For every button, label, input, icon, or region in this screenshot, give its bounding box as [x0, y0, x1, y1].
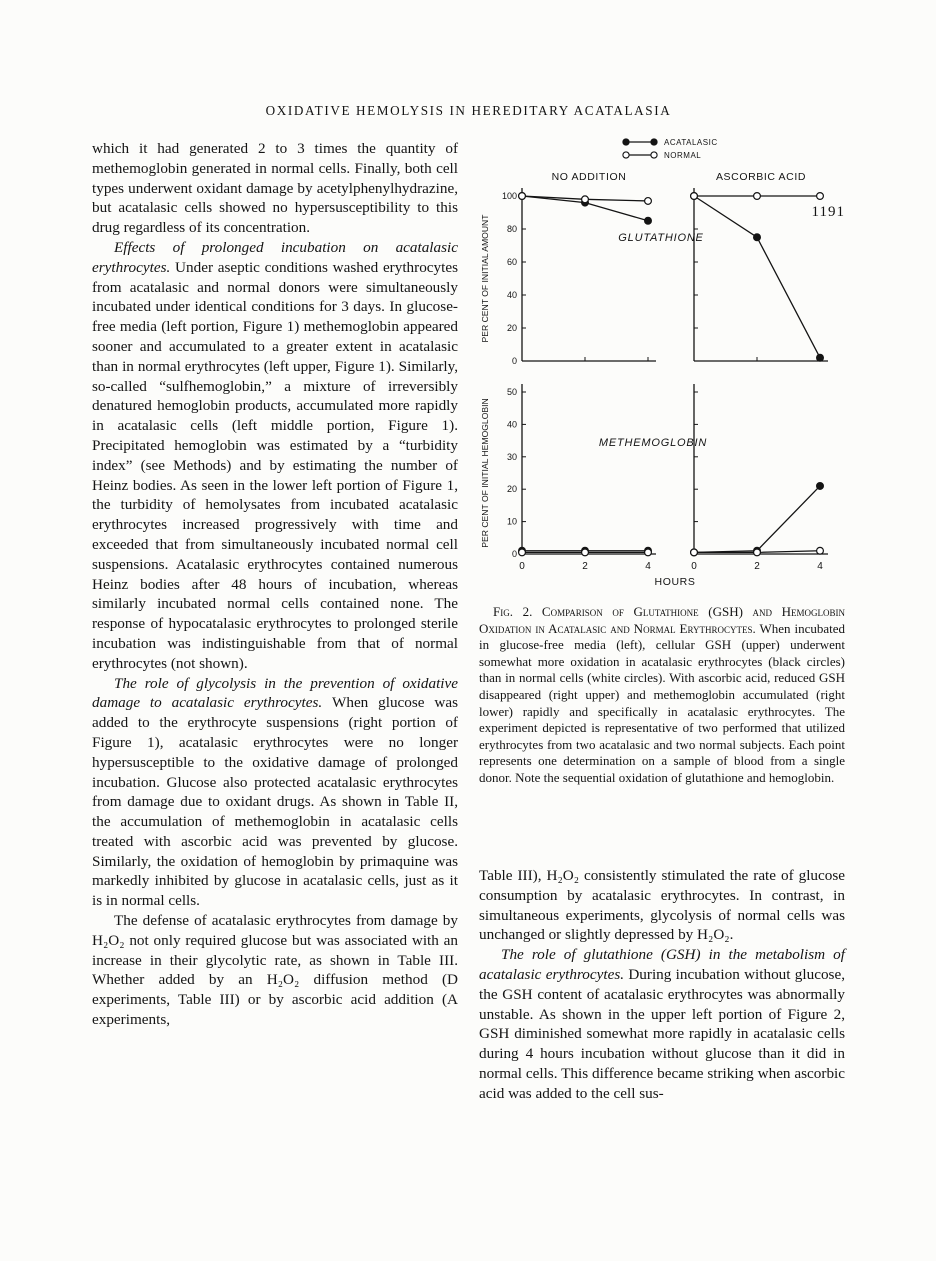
- paragraph: which it had generated 2 to 3 times the quantity of methemoglobin generated in normal cells. Finally, both cell types underwent oxidant damage by acetylphenylhydrazine, but acatalasic cells showed no hypersusceptibility to this drug regardless of its concentration.: [92, 140, 458, 237]
- legend-marker-open-circle-icon: [651, 152, 657, 158]
- paragraph: Effects of prolonged incubation on acatalasic erythrocytes. Under aseptic conditions washed erythrocytes from acatalasic and normal donors were simultaneously incubated under identical conditions for 3 days. In glucose-free media (left portion, Figure 1) methemoglobin appeared sooner and accumulated to a greater extent in acatalasic than in normal erythrocytes (left upper, Figure 1). Similarly, so-called “sulfhemoglobin,” a mixture of irreversibly denatured hemoglobin products, accumulated more rapidly in acatalasic cells (left middle portion, Figure 1). Precipitated hemoglobin was estimated by a “turbidity index” (see Methods) and by estimating the number of Heinz bodies. As seen in the lower left portion of Figure 1, the turbidity of hemolysates from incubated acatalasic erythrocytes increased progressively with time and exceeded that from simultaneously incubated normal cell suspensions. Acatalasic erythrocytes contained numerous Heinz bodies after 48 hours of incubation, whereas similarly incubated normal cells contained none. The response of hypocatalasic erythrocytes to prolonged sterile incubation was indistinguishable from that of normal erythrocytes (not shown).: [92, 238, 459, 672]
- data-point-normal: [582, 549, 589, 556]
- paragraph-lead-italic: The role of glycolysis in the prevention of oxidative damage to acatalasic erythrocytes.: [92, 674, 458, 712]
- running-head-title: OXIDATIVE HEMOLYSIS IN HEREDITARY ACATALASIA: [265, 103, 672, 118]
- data-point-normal: [754, 193, 761, 200]
- data-point-normal: [691, 549, 698, 556]
- y-tick-label: 100: [501, 191, 517, 201]
- x-tick-label: 2: [582, 561, 588, 572]
- figure-2: [478, 134, 846, 606]
- data-point-normal: [691, 193, 698, 200]
- y-tick-label: 20: [506, 323, 517, 333]
- y-tick-label: 0: [511, 549, 517, 559]
- y-tick-label: 20: [506, 484, 517, 495]
- legend-marker-filled-circle-icon: [623, 139, 629, 145]
- data-line-acatalasic: [694, 486, 820, 552]
- paragraph: Table III), H₂O₂ consistently stimulated the rate of glucose consumption by acatalasic erythrocytes. In contrast, in simultaneous experiments, glycolysis of normal cells was unchanged or slightly depressed by H₂O₂.: [479, 867, 845, 944]
- paragraph-lead-italic: The role of glutathione (GSH) in the metabolism of acatalasic erythrocytes.: [479, 946, 845, 983]
- data-point-acatalasic: [754, 234, 761, 241]
- legend-label: ACATALASIC: [664, 138, 718, 147]
- data-point-normal: [817, 193, 824, 200]
- data-point-acatalasic: [817, 483, 824, 490]
- page-number: 1191: [811, 204, 845, 220]
- y-axis-title: PER CENT OF INITIAL AMOUNT: [480, 214, 490, 343]
- panel-column-title: ASCORBIC ACID: [715, 171, 807, 183]
- y-tick-label: 0: [511, 356, 517, 366]
- figure-caption-lead: Fig. 2. Comparison of Glutathione (GSH) and Hemoglobin Oxidation in Acatalasic and Normal Erythrocytes.: [479, 604, 845, 636]
- data-point-normal: [582, 196, 589, 203]
- figure-2-chart: [478, 134, 846, 606]
- legend-marker-filled-circle-icon: [651, 139, 657, 145]
- paragraph: The defense of acatalasic erythrocytes from damage by H₂O₂ not only required glucose but was associated with an increase in their glycolytic rate, as shown in Table III. Whether added by an H₂O₂ diffusion method (D experiments, Table III) or by ascorbic acid addition (A experiments,: [92, 912, 458, 1029]
- y-tick-label: 80: [506, 224, 517, 234]
- figure-2-caption: [479, 604, 845, 787]
- y-tick-label: 50: [506, 387, 517, 397]
- x-tick-label: 0: [519, 561, 525, 572]
- y-tick-label: 10: [506, 516, 517, 527]
- paragraph: The role of glutathione (GSH) in the metabolism of acatalasic erythrocytes. During incubation without glucose, the GSH content of acatalasic erythrocytes was abnormally unstable. As shown in the upper left portion of Figure 2, GSH diminished somewhat more rapidly in acatalasic cells during 4 hours incubation without glucose than it did in normal cells. This difference became striking when ascorbic acid was added to the cell sus-: [479, 946, 845, 1102]
- plot-row-label: GLUTATHIONE: [618, 232, 704, 244]
- y-tick-label: 40: [506, 419, 517, 430]
- y-tick-label: 40: [506, 290, 517, 300]
- x-tick-label: 2: [754, 561, 760, 572]
- data-point-normal: [817, 547, 824, 554]
- y-tick-label: 30: [506, 451, 517, 462]
- y-tick-label: 60: [506, 257, 517, 267]
- right-column: [479, 866, 845, 1104]
- data-point-normal: [645, 549, 652, 556]
- x-axis-title: HOURS: [654, 576, 696, 588]
- legend-marker-open-circle-icon: [623, 152, 629, 158]
- data-point-acatalasic: [645, 217, 652, 224]
- data-point-normal: [645, 198, 652, 205]
- y-axis-title: PER CENT OF INITIAL HEMOGLOBIN: [480, 398, 490, 548]
- x-tick-label: 4: [645, 561, 651, 572]
- data-point-normal: [519, 193, 526, 200]
- paragraph-lead-italic: Effects of prolonged incubation on acatalasic erythrocytes.: [92, 238, 458, 276]
- plot-row-label: METHEMOGLOBIN: [598, 437, 708, 449]
- legend-label: NORMAL: [664, 151, 702, 160]
- x-tick-label: 0: [691, 561, 697, 572]
- panel-column-title: NO ADDITION: [551, 171, 627, 183]
- data-point-normal: [754, 549, 761, 556]
- data-point-acatalasic: [817, 354, 824, 361]
- left-column: [92, 139, 458, 1030]
- figure-caption-text: When incubated in glucose-free media (left), cellular GSH (upper) underwent somewhat more oxidation in acatalasic erythrocytes (black circles) than in normal cells (white circles). With ascorbic acid, reduced GSH disappeared (right upper) and methemoglobin accumulated (right lower) rapidly and specifically in acatalasic erythrocytes. The experiment depicted is representative of two performed that utilized erythrocytes from two acatalasic and two normal subjects. Each point represents one determination on a sample of blood from a single donor. Note the sequential oxidation of glutathione and hemoglobin.: [479, 620, 846, 785]
- paragraph: The role of glycolysis in the prevention of oxidative damage to acatalasic erythrocytes. When glucose was added to the erythrocyte suspensions (right portion of Figure 1), acatalasic erythrocytes were no longer hypersusceptible to the oxidative damage of prolonged incubation. Glucose also protected acatalasic erythrocytes from damage due to oxidant drugs. As shown in Table II, the accumulation of methemoglobin in acatalasic cells treated with ascorbic acid was prevented by glucose. Similarly, the oxidation of hemoglobin by primaquine was markedly inhibited by glucose in acatalasic cells, just as it is in normal cells.: [92, 674, 458, 910]
- x-tick-label: 4: [817, 561, 823, 572]
- data-line-acatalasic: [694, 196, 820, 358]
- data-point-normal: [519, 549, 526, 556]
